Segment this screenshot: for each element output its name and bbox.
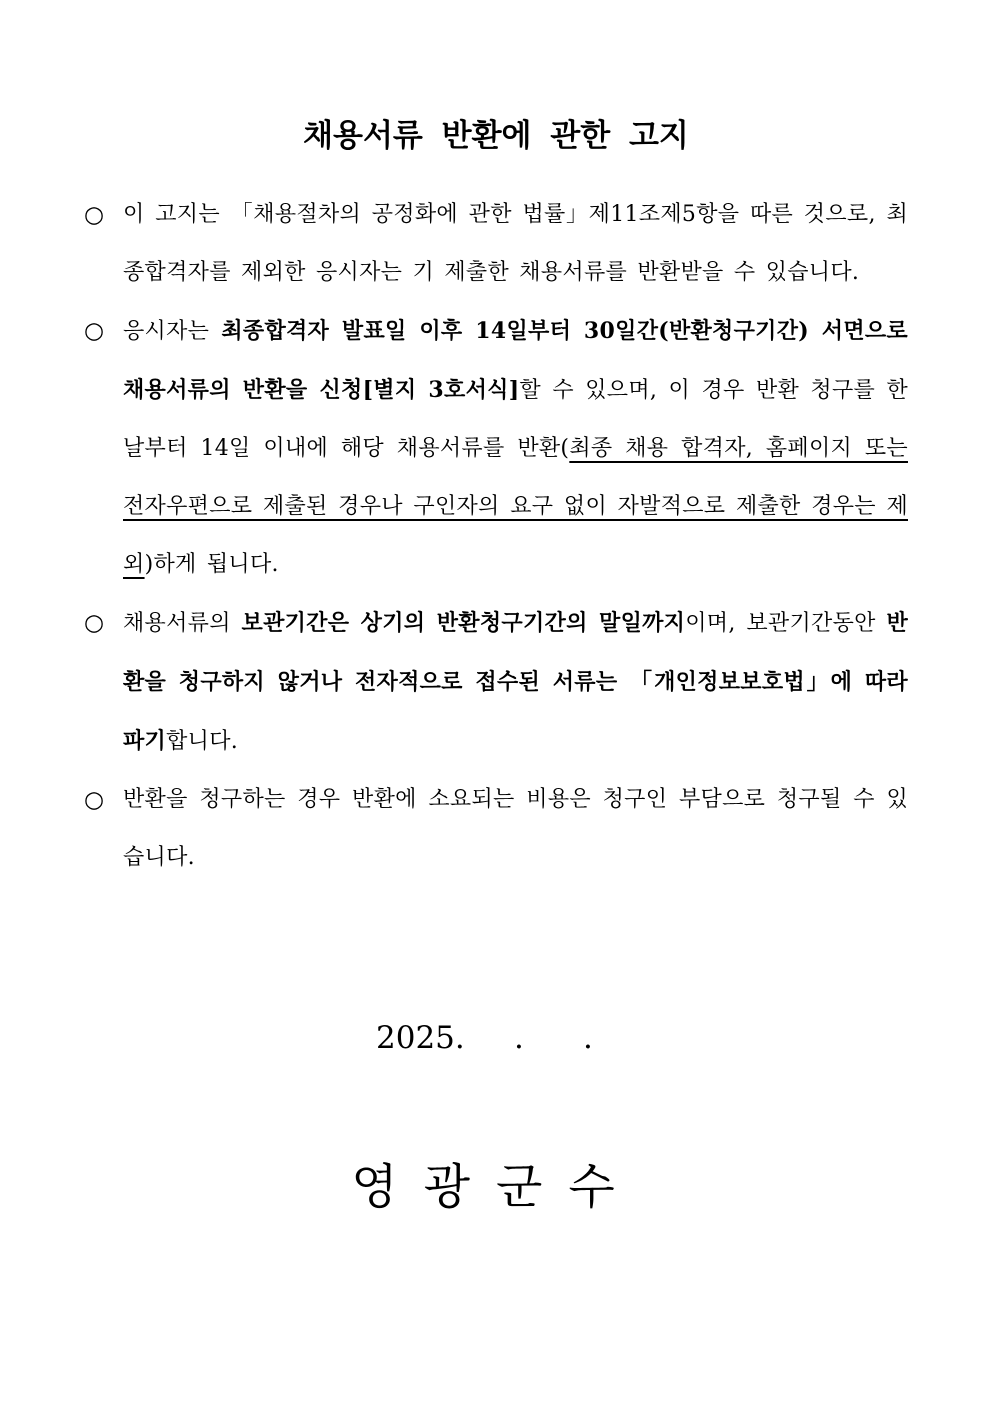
circle-bullet-icon: ○	[84, 318, 105, 344]
circle-bullet-icon: ○	[84, 787, 105, 813]
list-item	[84, 186, 908, 302]
bold-text: 최종합격자 발표일 이후 14일부터 30일간(반환청구기간) 서면으로 채용서류의 반환을 신청[별지 3호서식]	[123, 318, 908, 403]
list-item	[84, 594, 908, 771]
notice-list	[84, 186, 908, 887]
bold-text: 반환을 청구하지 않거나 전자적으로 접수된 서류는 「개인정보보호법」에 따라 파기	[123, 610, 908, 754]
circle-bullet-icon: ○	[84, 202, 105, 228]
notice-paragraph-1: 이 고지는 「채용절차의 공정화에 관한 법률」제11조제5항을 따른 것으로, 최종합격자를 제외한 응시자는 기 제출한 채용서류를 반환받을 수 있습니다.	[123, 202, 908, 285]
circle-bullet-icon: ○	[84, 610, 105, 636]
notice-paragraph-2: 응시자는 최종합격자 발표일 이후 14일부터 30일간(반환청구기간) 서면으로 채용서류의 반환을 신청[별지 3호서식]할 수 있으며, 이 경우 반환 청구를 한 날부터 14일 이내에 해당 채용서류를 반환(최종 채용 합격자, 홈페이지 또는 전자우편으로 제출된 경우나 구인자의 요구 없이 자발적으로 제출한 경우는 제외)하게 됩니다.	[123, 318, 908, 577]
document-title: 채용서류 반환에 관한 고지	[303, 118, 689, 154]
underlined-text: 최종 채용 합격자, 홈페이지 또는 전자우편으로 제출된 경우나 구인자의 요구 없이 자발적으로 제출한 경우는 제외	[123, 436, 908, 577]
list-item	[84, 771, 908, 887]
notice-paragraph-3: 채용서류의 보관기간은 상기의 반환청구기간의 말일까지이며, 보관기간동안 반환을 청구하지 않거나 전자적으로 접수된 서류는 「개인정보보호법」에 따라 파기합니다.	[123, 610, 908, 754]
signatory-name: 영광군수	[351, 1159, 641, 1215]
document-date: 2025. . .	[376, 1020, 593, 1056]
bold-text: 보관기간은 상기의 반환청구기간의 말일까지	[241, 610, 686, 636]
notice-paragraph-4: 반환을 청구하는 경우 반환에 소요되는 비용은 청구인 부담으로 청구될 수 있습니다.	[123, 787, 908, 870]
list-item	[84, 302, 908, 594]
